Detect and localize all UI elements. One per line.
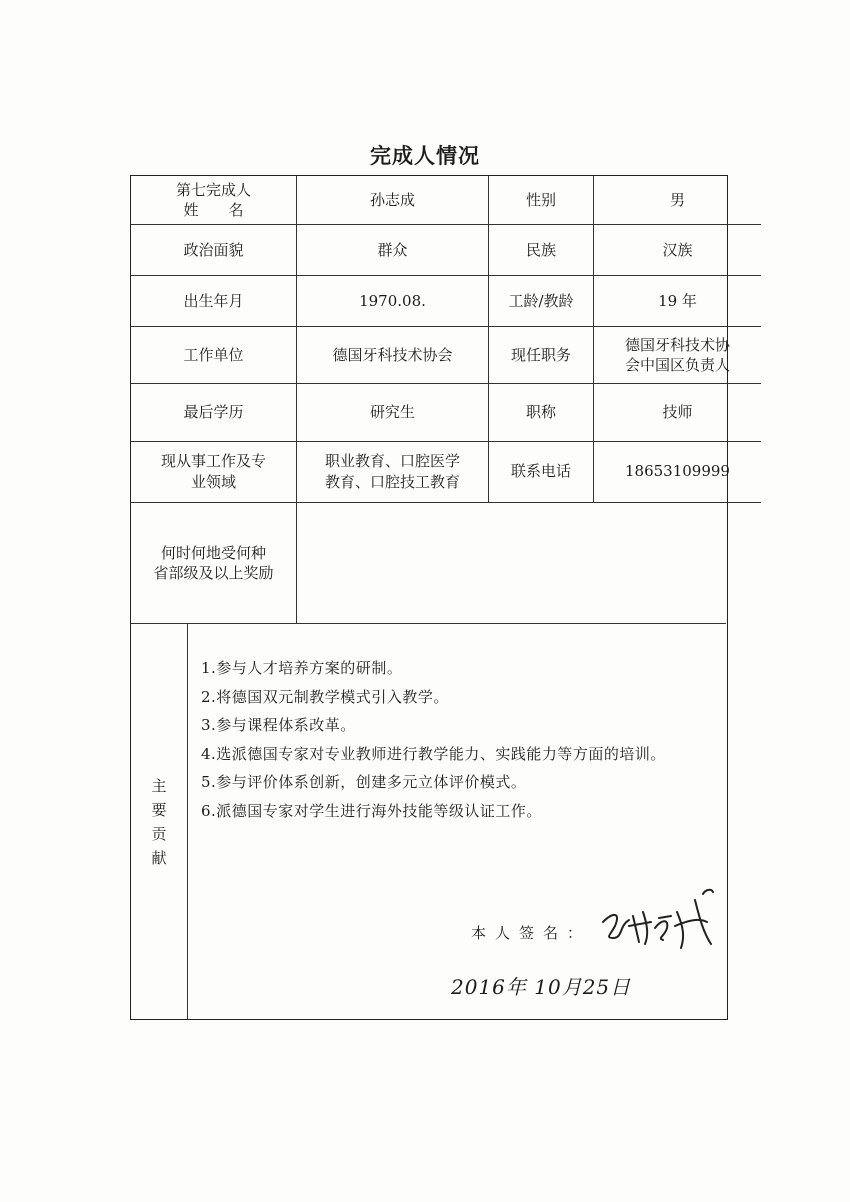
info-table <box>131 176 761 623</box>
table-row <box>131 441 761 502</box>
awards-label-line2: 省部级及以上奖励 <box>153 563 274 582</box>
phone-label: 联系电话 <box>489 441 594 502</box>
signature-row <box>471 914 711 954</box>
name-label-cell <box>131 176 297 225</box>
page-title: 完成人情况 <box>370 144 480 168</box>
awards-value <box>297 502 762 623</box>
field-value-line1: 职业教育、口腔医学 <box>324 452 460 471</box>
political-status-value: 群众 <box>297 225 489 276</box>
position-value-cell <box>594 327 762 384</box>
gender-value: 男 <box>594 176 762 225</box>
position-label: 现任职务 <box>489 327 594 384</box>
ethnicity-value: 汉族 <box>594 225 762 276</box>
gender-label: 性别 <box>489 176 594 225</box>
position-value-line2: 会中国区负责人 <box>624 356 730 375</box>
list-item: 4.选派德国专家对专业教师进行教学能力、实践能力等方面的培训。 <box>201 744 666 763</box>
contributions-label-char: 贡 <box>151 824 167 843</box>
ethnicity-label: 民族 <box>489 225 594 276</box>
signature-date: 2016年 10月25日 <box>451 975 632 999</box>
years-of-service-label: 工龄/教龄 <box>489 276 594 327</box>
rank-label: 第七完成人 <box>175 180 251 199</box>
education-label: 最后学历 <box>131 384 297 441</box>
completer-info-form <box>130 175 728 1020</box>
contributions-section <box>131 623 726 1019</box>
date-row <box>451 969 711 1009</box>
table-row <box>131 502 761 623</box>
contributions-label-char: 献 <box>151 848 167 867</box>
list-item: 2.将德国双元制教学模式引入教学。 <box>201 687 449 706</box>
contributions-label-char: 主 <box>151 776 167 795</box>
contributions-list <box>201 654 716 825</box>
field-label-cell <box>131 441 297 502</box>
awards-label-line1: 何时何地受何种 <box>160 543 266 562</box>
title-rank-label: 职称 <box>489 384 594 441</box>
education-value: 研究生 <box>297 384 489 441</box>
handwritten-signature <box>599 882 729 958</box>
employer-value: 德国牙科技术协会 <box>297 327 489 384</box>
years-of-service-value: 19 年 <box>594 276 762 327</box>
title-rank-value: 技师 <box>594 384 762 441</box>
field-value-cell <box>297 441 489 502</box>
table-row <box>131 176 761 225</box>
awards-label-cell <box>131 502 297 623</box>
table-row <box>131 327 761 384</box>
birth-date-value: 1970.08. <box>297 276 489 327</box>
field-label-line1: 现从事工作及专 <box>160 452 266 471</box>
name-value: 孙志成 <box>297 176 489 225</box>
signature-label: 本人签名： <box>471 924 592 942</box>
birth-date-label: 出生年月 <box>131 276 297 327</box>
name-label: 姓 名 <box>183 201 244 220</box>
phone-value: 18653109999 <box>594 441 762 502</box>
political-status-label: 政治面貌 <box>131 225 297 276</box>
field-label-line2: 业领域 <box>190 472 236 491</box>
list-item: 1.参与人才培养方案的研制。 <box>201 659 403 677</box>
list-item: 3.参与课程体系改革。 <box>201 716 356 734</box>
employer-label: 工作单位 <box>131 327 297 384</box>
position-value-line1: 德国牙科技术协 <box>624 336 730 355</box>
contributions-label-char: 要 <box>151 800 167 819</box>
list-item: 5.参与评价体系创新，创建多元立体评价模式。 <box>201 773 527 791</box>
table-row <box>131 276 761 327</box>
contributions-label <box>131 624 188 1019</box>
field-value-line2: 教育、口腔技工教育 <box>324 472 460 491</box>
table-row <box>131 384 761 441</box>
table-row <box>131 225 761 276</box>
list-item: 6.派德国专家对学生进行海外技能等级认证工作。 <box>201 801 542 820</box>
